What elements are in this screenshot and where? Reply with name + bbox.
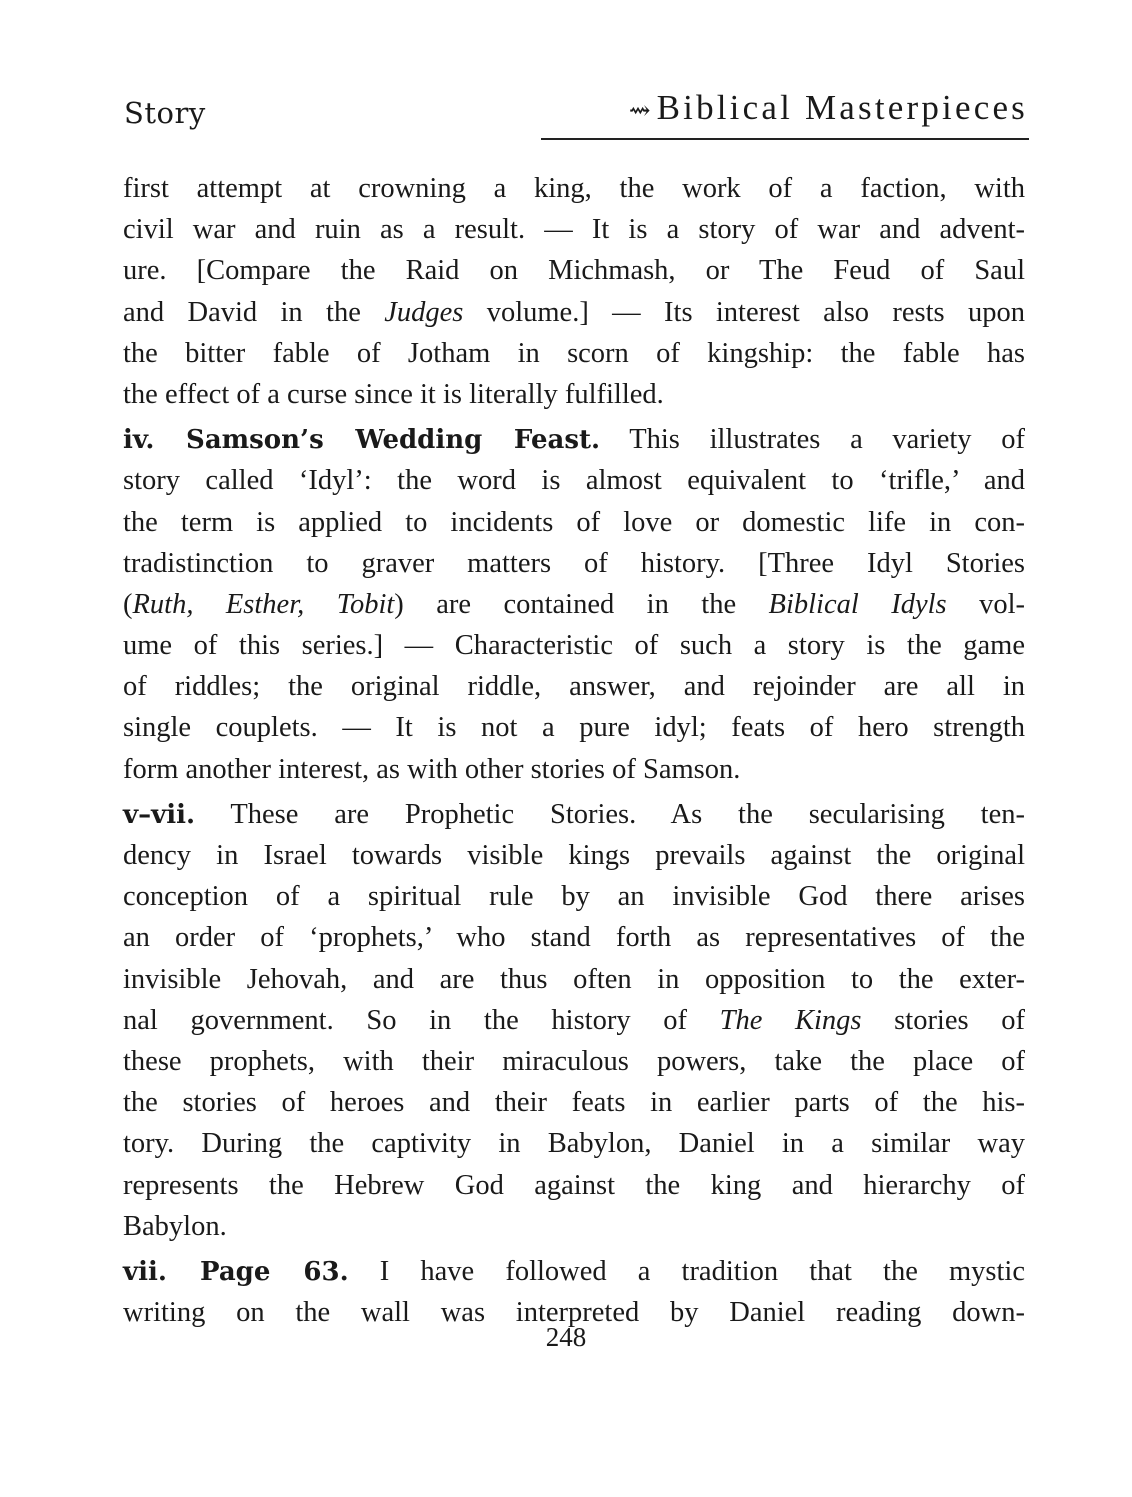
text-line [123,209,1025,250]
italic-title: Biblical Idyls [768,588,947,620]
text-span: form another interest, as with other stories of Samson. [123,753,741,785]
text-line [123,1165,1025,1206]
paragraph [123,794,1025,1247]
text-span: ure. [Compare the Raid on Michmash, or The Feud of Saul [123,255,1025,287]
text-line [123,1123,1025,1164]
text-span: I have followed a tradition that the mystic [348,1255,1025,1287]
text-span: ume of this series.] — Characteristic of such a story is the game [123,630,1025,662]
text-span: ( [123,588,133,620]
header-rule [541,138,1029,140]
text-span: These are Prophetic Stories. As the secularising ten- [195,798,1025,830]
text-span: and David in the [123,296,385,328]
text-span: vol- [946,588,1025,620]
paragraph [123,1251,1025,1333]
text-line [123,917,1025,958]
text-span: writing on the wall was interpreted by Daniel reading down- [123,1297,1025,1329]
text-span: nal government. So in the history of [123,1004,720,1036]
text-span: ) are contained in the [394,588,769,620]
paragraph [123,168,1025,415]
text-line [123,1000,1025,1041]
text-span: an order of ‘prophets,’ who stand forth as representatives of the [123,922,1025,954]
text-span: dency in Israel towards visible kings prevails against the original [123,840,1025,871]
text-line [123,1251,1025,1292]
text-span: of riddles; the original riddle, answer, and rejoinder are all in [123,671,1025,703]
text-line [123,419,1025,460]
text-line [123,584,1025,625]
text-line [123,749,1025,790]
text-line [123,333,1025,374]
ornament-icon: ⇝ [628,96,651,125]
text-line [123,502,1025,543]
text-span: Babylon. [123,1210,227,1242]
text-line [123,374,1025,415]
section-heading: vii. Page 63. [123,1256,349,1287]
section-heading: v–vii. [123,799,196,830]
text-line [123,1082,1025,1123]
text-span: these prophets, with their miraculous powers, take the place of [123,1045,1025,1077]
italic-title: The Kings [719,1004,862,1036]
text-line [123,543,1025,584]
text-line [123,1041,1025,1082]
text-line [123,1206,1025,1247]
page-body [123,168,1025,1333]
text-line [123,250,1025,291]
section-heading: iv. Samson’s Wedding Feast. [123,425,601,456]
text-span: the term is applied to incidents of love or domestic life in con- [123,506,1025,538]
text-span: story called ‘Idyl’: the word is almost equivalent to ‘trifle,’ and [123,465,1025,497]
text-span: the bitter fable of Jotham in scorn of kingship: the fable has [123,337,1025,369]
text-line [123,666,1025,707]
text-line [123,707,1025,748]
text-span: This illustrates a variety of [600,424,1025,456]
text-line [123,292,1025,333]
text-span: invisible Jehovah, and are thus often in opposition to the exter- [123,963,1025,995]
text-line [123,168,1025,209]
paragraph [123,419,1025,790]
running-header-title [629,88,1028,128]
text-span: the stories of heroes and their feats in earlier parts of the his- [123,1087,1025,1119]
text-line [123,460,1025,501]
running-header-left: Story [124,96,206,130]
text-line [123,835,1025,876]
page-number: 248 [545,1322,587,1352]
text-span: stories of [861,1004,1025,1036]
text-span: tory. During the captivity in Babylon, Daniel in a similar way [123,1128,1025,1160]
text-span: the effect of a curse since it is literally fulfilled. [123,378,664,410]
text-span: first attempt at crowning a king, the work of a faction, with [123,173,1025,204]
text-span: represents the Hebrew God against the king and hierarchy of [123,1169,1025,1201]
italic-title: Judges [384,296,464,328]
text-line [123,959,1025,1000]
text-span: single couplets. — It is not a pure idyl; feats of hero strength [123,712,1025,744]
text-line [123,625,1025,666]
text-line [123,794,1025,835]
italic-title: Ruth, Esther, Tobit [132,588,395,620]
book-title: Biblical Masterpieces [656,88,1028,127]
text-span: conception of a spiritual rule by an invisible God there arises [123,881,1025,913]
text-span: civil war and ruin as a result. — It is a story of war and advent- [123,214,1025,246]
text-span: tradistinction to graver matters of history. [Three Idyl Stories [123,547,1025,579]
text-line [123,876,1025,917]
text-span: volume.] — Its interest also rests upon [463,296,1025,328]
